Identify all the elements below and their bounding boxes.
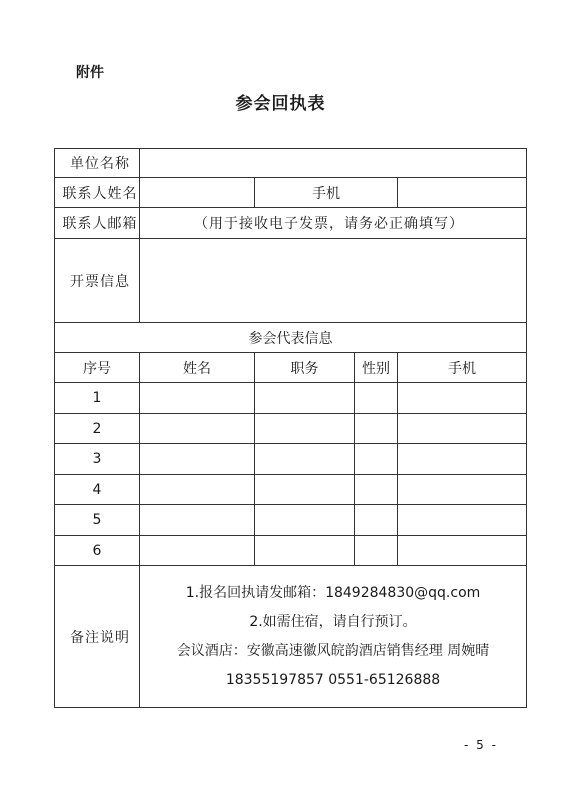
gender-cell[interactable] xyxy=(355,383,398,414)
contact-phone-field[interactable] xyxy=(398,178,527,208)
name-cell[interactable] xyxy=(140,536,255,566)
table-row xyxy=(55,475,527,505)
attachment-label: 附件 xyxy=(76,65,104,81)
phone-cell[interactable] xyxy=(398,414,527,444)
remarks-line-hotel: 会议酒店：安徽高速徽风皖韵酒店销售经理 周婉晴 xyxy=(176,642,490,659)
col-header-position: 职务 xyxy=(255,353,355,383)
phone-cell[interactable] xyxy=(398,383,527,414)
position-cell[interactable] xyxy=(255,383,355,414)
unit-name-field[interactable] xyxy=(140,149,527,178)
delegates-header: 参会代表信息 xyxy=(55,323,527,353)
remarks-line-phones: 18355197857 0551-65126888 xyxy=(225,671,441,688)
position-cell[interactable] xyxy=(255,444,355,475)
gender-cell[interactable] xyxy=(355,505,398,536)
contact-email-label: 联系人邮箱 xyxy=(55,208,140,239)
position-cell[interactable] xyxy=(255,414,355,444)
phone-cell[interactable] xyxy=(398,536,527,566)
unit-name-label: 单位名称 xyxy=(55,149,140,178)
position-cell[interactable] xyxy=(255,536,355,566)
row-number: 5 xyxy=(55,505,140,536)
col-header-gender: 性别 xyxy=(355,353,398,383)
unit-name-row xyxy=(55,149,527,178)
position-cell[interactable] xyxy=(255,475,355,505)
row-number: 3 xyxy=(55,444,140,475)
gender-cell[interactable] xyxy=(355,475,398,505)
contact-name-label: 联系人姓名 xyxy=(55,178,140,208)
remarks-line-email: 1.报名回执请发邮箱：1849284830@qq.com xyxy=(185,584,481,601)
column-header-row xyxy=(55,353,527,383)
invoice-label: 开票信息 xyxy=(55,239,140,323)
name-cell[interactable] xyxy=(140,383,255,414)
invoice-field[interactable] xyxy=(140,239,527,323)
contact-email-field[interactable]: （用于接收电子发票，请务必正确填写） xyxy=(140,208,527,239)
phone-cell[interactable] xyxy=(398,475,527,505)
table-row xyxy=(55,505,527,536)
row-number: 1 xyxy=(55,383,140,414)
contact-name-row xyxy=(55,178,527,208)
invoice-row xyxy=(55,239,527,323)
row-number: 2 xyxy=(55,414,140,444)
row-number: 6 xyxy=(55,536,140,566)
contact-email-row xyxy=(55,208,527,239)
position-cell[interactable] xyxy=(255,505,355,536)
page-title: 参会回执表 xyxy=(235,94,326,114)
name-cell[interactable] xyxy=(140,444,255,475)
table-row xyxy=(55,536,527,566)
name-cell[interactable] xyxy=(140,414,255,444)
name-cell[interactable] xyxy=(140,505,255,536)
remarks-row xyxy=(55,566,527,708)
table-row xyxy=(55,383,527,414)
phone-cell[interactable] xyxy=(398,444,527,475)
remarks-line-lodging: 2.如需住宿，请自行预订。 xyxy=(249,613,417,630)
col-header-phone: 手机 xyxy=(398,353,527,383)
gender-cell[interactable] xyxy=(355,536,398,566)
delegates-header-row xyxy=(55,323,527,353)
table-row xyxy=(55,444,527,475)
phone-cell[interactable] xyxy=(398,505,527,536)
remarks-content xyxy=(140,566,527,708)
phone-label: 手机 xyxy=(255,178,398,208)
col-header-name: 姓名 xyxy=(140,353,255,383)
name-cell[interactable] xyxy=(140,475,255,505)
gender-cell[interactable] xyxy=(355,444,398,475)
row-number: 4 xyxy=(55,475,140,505)
table-row xyxy=(55,414,527,444)
registration-form-table xyxy=(54,148,527,708)
remarks-label: 备注说明 xyxy=(55,566,140,708)
col-header-no: 序号 xyxy=(55,353,140,383)
contact-name-field[interactable] xyxy=(140,178,255,208)
page-number: - 5 - xyxy=(464,738,498,752)
gender-cell[interactable] xyxy=(355,414,398,444)
